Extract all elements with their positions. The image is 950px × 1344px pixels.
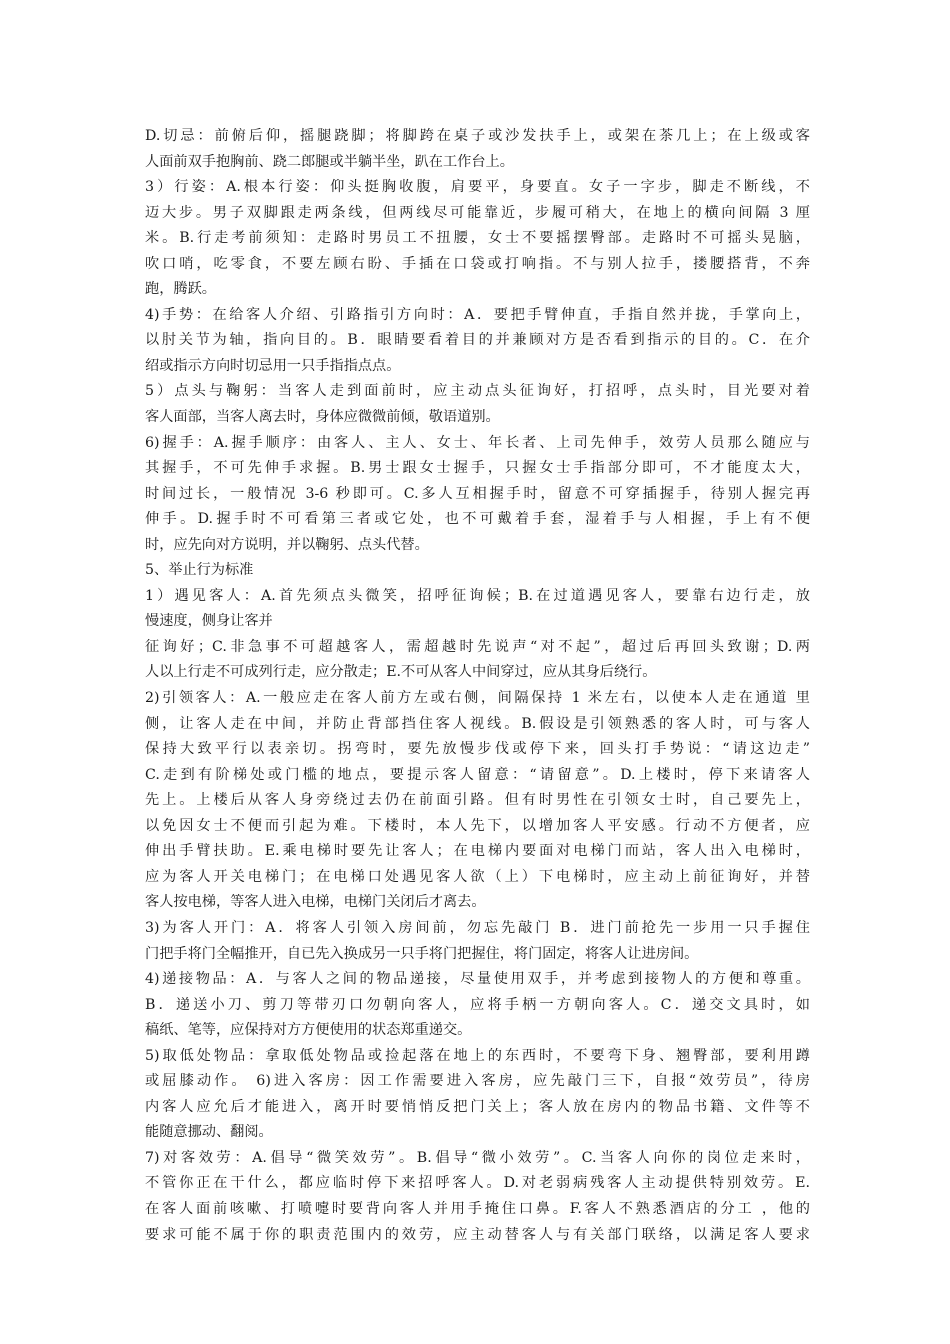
text-line: 稿纸、笔等，应保持对方方便使用的状态郑重递交。 [145, 1022, 472, 1039]
text-line: 以免因女士不便而引起为难。下楼时，本人先下，以增加客人平安感。行动不方便者，应 [145, 817, 810, 834]
text-line: 3)为客人开门：A．将客人引领入房间前，勿忘先敲门 B．进门前抢先一步用一只手握住 [145, 919, 810, 936]
text-line: 客人按电梯，等客人进入电梯，电梯门关闭后才离去。 [145, 894, 486, 911]
text-line: 3）行姿：A.根本行姿：仰头挺胸收腹，肩要平，身要直。女子一字步，脚走不断线，不 [145, 179, 810, 196]
text-line: 不管你正在干什么，都应临时停下来招呼客人。D.对老弱病残客人主动提供特别效劳。E. [145, 1175, 810, 1192]
text-line: 应为客人开关电梯门；在电梯口处遇见客人欲（上）下电梯时，应主动上前征询好，并替 [145, 868, 810, 885]
text-line: 4)递接物品：A．与客人之间的物品递接，尽量使用双手，并考虑到接物人的方便和尊重。 [145, 971, 810, 988]
text-line: 人以上行走不可成列行走，应分散走；E.不可从客人中间穿过，应从其身后绕行。 [145, 664, 657, 681]
text-line: 1）遇见客人：A.首先须点头微笑，招呼征询候；B.在过道遇见客人，要靠右边行走，放 [145, 587, 810, 604]
text-line: 吹口哨，吃零食，不要左顾右盼、手插在口袋或打响指。不与别人拉手，搂腰搭背，不奔 [145, 255, 810, 272]
text-line: 能随意挪动、翻阅。 [145, 1124, 273, 1141]
text-line: 时间过长，一般情况 3-6 秒即可。C.多人互相握手时，留意不可穿插握手，待别人握完再 [145, 485, 810, 502]
text-line: 米。B.行走考前须知：走路时男员工不扭腰，女士不要摇摆臀部。走路时不可摇头晃脑， [145, 230, 810, 247]
text-line: B．递送小刀、剪刀等带刃口勿朝向客人，应将手柄一方朝向客人。C．递交文具时，如 [145, 996, 810, 1013]
text-line: 6)握手：A.握手顺序：由客人、主人、女士、年长者、上司先伸手，效劳人员那么随应与 [145, 434, 810, 451]
text-line: 4)手势：在给客人介绍、引路指引方向时：A．要把手臂伸直，手指自然并拢，手掌向上， [145, 306, 810, 323]
text-line: C.走到有阶梯处或门槛的地点，要提示客人留意：“请留意”。D.上楼时，停下来请客人 [145, 766, 810, 783]
text-line: 门把手将门全幅推开，自已先入换成另一只手将门把握住，将门固定，将客人让进房间。 [145, 945, 699, 962]
text-line: 征询好；C.非急事不可超越客人，需超越时先说声“对不起”，超过后再回头致谢；D.两 [145, 638, 810, 655]
section-heading: 5、举止行为标准 [145, 562, 254, 579]
text-line: 伸手。D.握手时不可看第三者或它处，也不可戴着手套，湿着手与人相握，手上有不便 [145, 511, 810, 528]
text-line: 5)取低处物品：拿取低处物品或捡起落在地上的东西时，不要弯下身、翘臀部，要利用蹲 [145, 1047, 810, 1064]
text-line: 慢速度，侧身让客并 [145, 613, 273, 630]
text-line: 或屈膝动作。 6)进入客房：因工作需要进入客房，应先敲门三下，自报“效劳员”，待房 [145, 1073, 810, 1090]
text-line: 2)引领客人：A.一般应走在客人前方左或右侧，间隔保持 1 米左右，以使本人走在通道 里 [145, 690, 810, 707]
document-body [145, 124, 810, 1248]
text-line: 以肘关节为轴，指向目的。B．眼睛要看着目的并兼顾对方是否看到指示的目的。C．在介 [145, 332, 810, 349]
text-line: 内客人应允后才能进入，离开时要悄悄反把门关上；客人放在房内的物品书籍、文件等不 [145, 1098, 810, 1115]
text-line: 绍或指示方向时切忌用一只手指指点点。 [145, 357, 401, 374]
text-line: 伸出手臂扶助。E.乘电梯时要先让客人；在电梯内要面对电梯门而站，客人出入电梯时， [145, 843, 810, 860]
text-line: 迈大步。男子双脚跟走两条线，但两线尽可能靠近，步履可稍大，在地上的横向间隔 3 厘 [145, 204, 810, 221]
text-line: 先上。上楼后从客人身旁绕过去仍在前面引路。但有时男性在引领女士时，自己要先上， [145, 792, 810, 809]
text-line: 在客人面前咳嗽、打喷嚏时要背向客人并用手掩住口鼻。F.客人不熟悉酒店的分工 ，他的 [145, 1200, 810, 1217]
text-line: D.切忌：前俯后仰，摇腿跷脚；将脚跨在桌子或沙发扶手上，或架在茶几上；在上级或客 [145, 128, 810, 144]
text-line: 5）点头与鞠躬：当客人走到面前时，应主动点头征询好，打招呼，点头时，目光要对着 [145, 383, 810, 400]
text-line: 保持大致平行以表亲切。拐弯时，要先放慢步伐或停下来，回头打手势说：“请这边走” [145, 741, 810, 758]
text-line: 客人面部，当客人离去时，身体应微微前倾，敬语道别。 [145, 409, 500, 426]
text-line: 其握手，不可先伸手求握。B.男士跟女士握手，只握女士手指部分即可，不才能度太大， [145, 460, 810, 477]
text-line: 侧，让客人走在中间，并防止背部挡住客人视线。B.假设是引领熟悉的客人时，可与客人 [145, 715, 810, 732]
text-line: 跑，腾跃。 [145, 281, 216, 298]
text-line: 人面前双手抱胸前、跷二郎腿或半躺半坐，趴在工作台上。 [145, 153, 514, 170]
text-line: 时，应先向对方说明，并以鞠躬、点头代替。 [145, 536, 429, 553]
text-line: 要求可能不属于你的职责范围内的效劳，应主动替客人与有关部门联络，以满足客人要求 [145, 1226, 810, 1243]
text-line: 7)对客效劳：A.倡导“微笑效劳”。B.倡导“微小效劳”。C.当客人向你的岗位走来时， [145, 1149, 810, 1166]
